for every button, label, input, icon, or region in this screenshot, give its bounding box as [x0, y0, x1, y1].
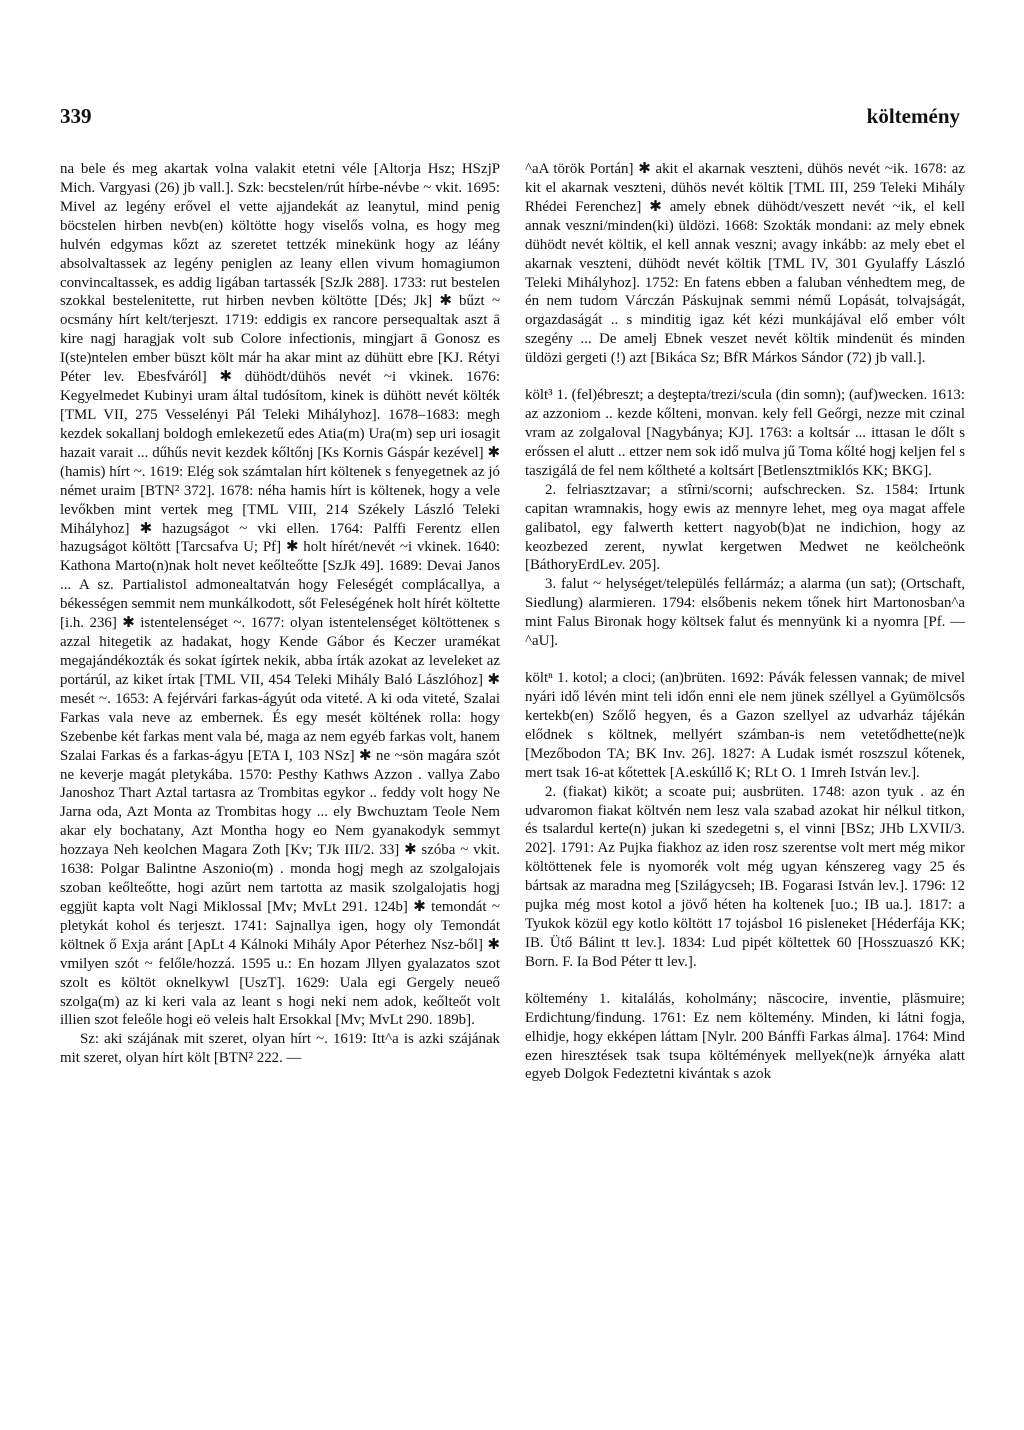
- entry-kolt-3: költ³ 1. (fel)ébreszt; a deştepta/trezi/scula (din somn); (auf)wecken. 1613: az azzoniom .. kezde kőlteni, monvan. kely fell Geőrgi, nezze mit czinal vram az zolgaloval [Nagybánya; KJ]. 1763: a koltsár ... ittasan le dőlt s erőssen el alutt .. ettzer nem sok idő mulva jű Toma kőlté hogj keljen fel s taszigálá de fel nem kőltheté a koltsárt [Betlensztmiklós KK; BKG].: [525, 387, 965, 479]
- entry-kolt-3-sense-2: 2. felriasztzavar; a stîrni/scorni; aufschrecken. Sz. 1584: Irtunk capitan wramnakis, hogy ewis az mennyre lehet, meg oya magat affele galibatol, egy falwerth ketteгt nagyob(b)at ne indichion, hogy az keozbezed zerent, nywlat kergetwen Medwet ne keölcheönk [BáthoryErdLev. 205].: [525, 481, 965, 574]
- page-number: 339: [60, 104, 92, 128]
- entry-kolt-4: költⁿ 1. kotol; a cloci; (an)brüten. 1692: Pávák felessen vannak; de mivel nyári idő lévén mint teli időn enni ele nem jünek széllyel a Gyümölcsős kertekb(en) Szőlő hegyen, és a Gazon szellyel az udvarház tájékán elődnek s költnek, mellyért számban-is nem vetetődhette(ne)k [Mezőbodon TA; BK Inv. 26]. 1827: A Ludak ismét roszszul kőtenek, mert tsak 16-at kőtettek [A.eskúllő K; RLt O. 1 Imreh István lev.].: [525, 670, 965, 781]
- left-paragraph-2: Sz: aki szájának mit szeret, olyan hírt ~. 1619: Itt^a is azki szájának mit szeret, olyan hírt költ [BTN² 222. —: [60, 1031, 500, 1067]
- entry-koltemeny: költemény 1. kitalálás, koholmány; născocire, inventie, plăsmuire; Erdichtung/findung. 1761: Ez nem költemény. Minden, ki látni fogja, elhidje, hogy ekképen láttam [Nylr. 200 Bánffi Farkas álma]. 1764: Mind ezen hiresztések tsak tsupa költémények mellyek(ne)k árnyéka alatt egyeb Dolgok Fedeztetni kivántak s azok: [525, 990, 965, 1083]
- page-header: [60, 104, 960, 134]
- running-head: költemény: [866, 104, 960, 128]
- right-column: [525, 160, 965, 1084]
- entry-kolt-4-sense-2: 2. (fiakat) kiköt; a scoate pui; ausbrüten. 1748: azon tyuk . az én udvaromon fiakat költvén nem lesz vala szabad azokat hir nélkul titkon, és tsalardul kerte(n) jukan ki szedegetni s, el vinni [BSz; JHb LXVII/3. 202]. 1791: Az Pujka fiakhoz az iden rosz szerentse volt mert még mikor költöttenek fele is nyomorék volt még ugyan kénszereg vagy 25 és bártsak az maradna meg [Szilágycseh; IB. Fogarasi István lev.]. 1796: 12 pujka még most kotol a jövő héten ha koltenek [uo.; IB ua.]. 1817: a Tyukok közül egy kotlo költött 17 tojásbol 16 pisleneket [Héderfája KK; IB. Ütő Bálint tt lev.]. 1834: Lud pipét költettek 60 [Hosszuaszó KK; Born. F. Ia Bod Péter tt lev.].: [525, 783, 965, 970]
- entry-kolt-3-sense-3: 3. falut ~ helységet/település fellármáz; a alarma (un sat); (Ortschaft, Siedlung) alarmieren. 1794: elsőbenis nekem tőnek hirt Martonosban^a mint Falus Bironak hogy költsek falut és mennyünk ki a nyomra [Pf. — ^aU].: [525, 576, 965, 650]
- right-paragraph-1: ^aA török Portán] ✱ akit el akarnak veszteni, dühös nevét ~ik. 1678: az kit el akarnak veszteni, dühös nevét költik [TML III, 259 Teleki Mihály Rhédei Ferenchez] ✱ amely ebnek dühödt/veszett nevét ~ik, el kell annak veszni/minden(ki) üldözi. 1668: Szokták mondani: az mely ebnek dühödt nevét költik, el kell annak veszni; avagy inkább: az mely ebet el akarnak veszteni, dühödt nevét költik [TML IV, 301 Gyulaffy László Teleki Mihályhoz]. 1752: En fatens ebben a faluban vénhedtem meg, de én nem tudom Várczán Páskujnak semmi némű Lopását, tolvajságát, orgazdaságát .. s minditig igaz két kézi munkájával elő ember vólt szegény ... De amelj Ebnek veszet nevét költik mindenüt és minden üldözi gergeti (!) azt [Bikáca Sz; BfR Márkos Sándor (72) jb vall.].: [525, 161, 965, 367]
- left-paragraph-1: na bele és meg akartak volna valakit etetni véle [Altorja Hsz; HSzjP Mich. Vargyasi (26) jb vall.]. Szk: becstelen/rút hírbe-névbe ~ vkit. 1695: Mivel az legény erővel el vette ajjandekát az leanytul, mind penig böcstelen hirben nevb(en) költötte hogy viselős volna, es hogy meg hulvén edgymas kőzt az szeretet tettzék minekünk hogy az léány absolvaltassek az legény peniglen az leany ellen vivum homagiumon convincaltassek, es addig ligában tartassék [SzJk 288]. 1733: rut bestelen szokkal bestelenitette, rut hirben nevben költötte [Dés; Jk] ✱ bűzt ~ ocsmány hírt kelt/terjeszt. 1719: eddigis ex rancore persequaltak aszt ā kire nagj haragjak volt sub Colore infectionis, mingjart ā Gonosz es I(ste)ntelen ember büszt költ már ha akar mint az dühütt ebre [KJ. Rétyi Péter lev. Ebesfváról] ✱ dühödt/dühös nevét ~i vkinek. 1676: Kegyelmedet Kubinyi uram által tudósítom, kinek is dühött nevét költék [TML VII, 275 Vesselényi Pál Teleki Mihályhoz]. 1678–1683: megh kezdek sokallanj boldogh emlekezetű edes Atia(m) Ura(m) sep uri iosagit hazait varait ... dűhűs nevit kezdek kőltőnj [Ks Kornis Gáspár kezével] ✱ (hamis) hírt ~. 1619: Elég sok számtalan hírt költenek s fenyegetnek az jó német uraim [BTN² 372]. 1678: néha hamis hírt is költenek, hogy a vele levőkben mint vertek meg [TML VIII, 214 Székely László Teleki Mihályhoz] ✱ hazugságot ~ vki ellen. 1764: Palffi Ferentz ellen hazugságot költött [Tarcsafva U; Pf] ✱ holt hírét/nevét ~i vkinek. 1640: Kathona Marto(n)nak holt nevet keőlteőtte [SzJk 49]. 1689: Devai Janos ... A sz. Partialistol admonealtatván hogy Feleségét complácallya, a békességen semmit nem munkálkodott, sőt Feleségének holt hírét költette [i.h. 236] ✱ istentelenséget ~. 1677: olyan istentelenséget költötteneк s azzal hitegetik az hadakat, hogy Kende Gábor és Keczer uramékat megajándékozták és sokat ígírtek nekik, abba írták azokat az leveleket az portárúl, az kiket írtak [TML VII, 454 Teleki Mihály Baló Lászlóhoz] ✱ mesét ~. 1653: A fejérvári farkas-ágyút oda viteté. A ki oda viteté, Szalai Farkas vala neve az embernek. És egy mesét költének rolla: hogy Szebenbe két farkas ment vala bé, maga az nem egyéb farkas volt, hanem Szalai Farkas és a farkas-ágyu [ETA I, 103 NSz] ✱ ne ~sön magára szót ne keverje magát pletykába. 1570: Pesthy Kathws Azzon . vallya Zabo Janoshoz Thart Aztal tartasra az Trombitas egykor .. feddy volt hogy Ne Jarna oda, Azt Monta az Trombitas hogy ... ely Bwchuztam Teole Nem akar ely bochatany, Azt Montha hogy eo Nem gyanakodyk semmyt hozzaya Neh keolchen Magara Zoth [Kv; TJk III/2. 33] ✱ szóba ~ vkit. 1638: Polgar Balintne Aszonio(m) . monda hogj megh az szolgalojais szoban keőlteőtte, hogi azŭrt nem tartotta az masik szolgalojatis hogj eggjüt kapta volt Nagi Miklossal [Mv; MvLt 291. 124b] ✱ temondát ~ pletykát kohol és terjeszt. 1741: Sajnallya igen, hogy oly Temondát költnek ő Exja aránt [ApLt 4 Kálnoki Mihály Apor Péterhez Nsz-ből] ✱ vmilyen szót ~ felőle/hozzá. 1595 u.: En hozam Jllyen gyalazatos szot szolt es költöt oknelkywl [UszT]. 1629: Uala egi Gergely neueő szolga(m) az ki keri vala az leant s hogi neki nem adok, keőlteőt volt illien szot feleőle hogi eö veleis halt Ersokkal [Mv; MvLt 290. 189b].: [60, 161, 500, 1029]
- left-column: [60, 160, 500, 1068]
